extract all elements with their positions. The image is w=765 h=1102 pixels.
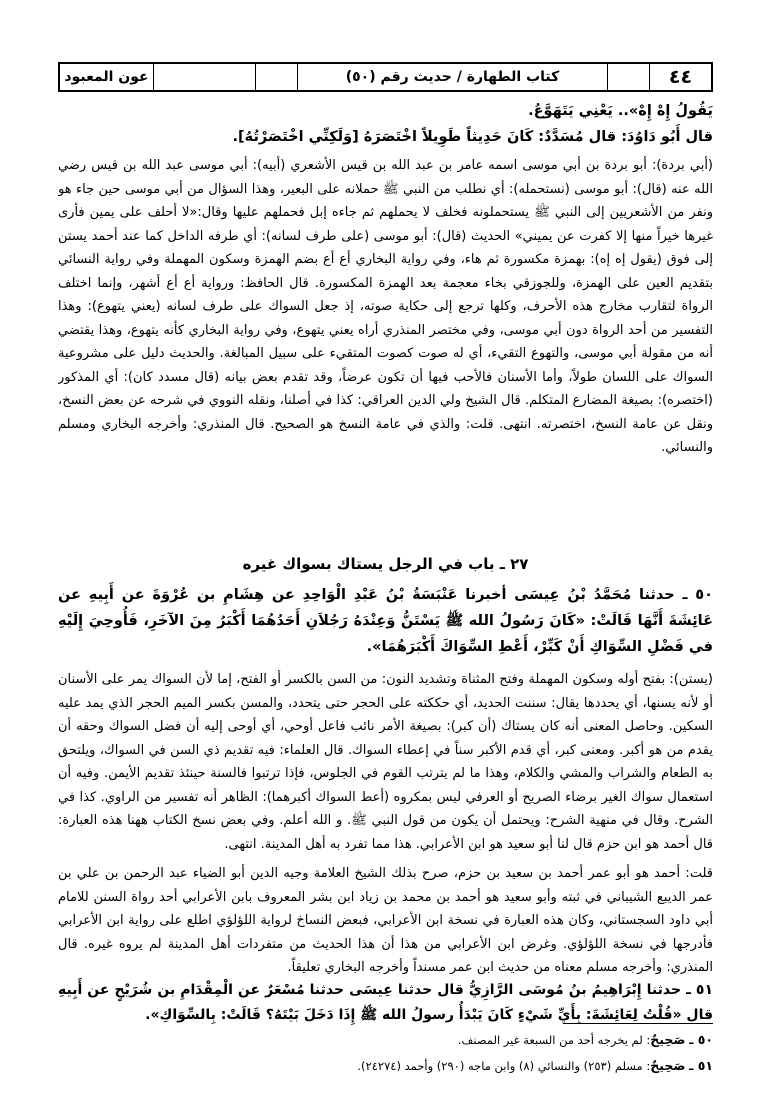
page-number: ٤٤: [649, 64, 711, 90]
header-empty-cell: [153, 64, 255, 90]
footnote-number: ٥١ ـ: [689, 1058, 713, 1073]
header-empty-cell: [607, 64, 649, 90]
book-title: عون المعبود: [64, 69, 149, 85]
footnote-number: ٥٠ ـ: [689, 1032, 713, 1047]
hadith-ending-line: يَقُولُ إِهْ إِهْ».. يَعْنِي يَتَهَوَّعُ.: [528, 103, 713, 119]
header-empty-cell: [255, 64, 297, 90]
commentary-paragraph-1: (أبي بردة): أبو بردة بن أبي موسى اسمه عامر بن عبد الله بن قيس الأشعري (أبيه): أبي موسى عبد الله بن قيس رضي الله عنه (قال): أبو موسى (نستحمله): أي نطلب من النبي ﷺ حملانه على البعير، وهذا السؤال من أبي موسى حين جاء هو ونفر من الأشعريين إلى النبي ﷺ يستحملونه فخلف لا يحملهم ثم جاءه إبل فحملهم عليها وقال:«لا أحلف على يمين فأرى غيرها خيراً منها إلا كفرت عن يميني» الحديث (قال): أبو موسى (على طرف لسانه): أي طرفه الداخل كما عند أحمد يستن إلى فوق (يقول إه إه): بهمزة مكسورة ثم هاء، وفي رواية البخاري أع أع بضم الهمزة وسكون المهملة وفي رواية النسائي بتقديم العين على الهمزة، وللجوزقي بخاء معجمة بعد الهمزة المكسورة. قال الحافظ: ورواية أع أع أشهر، وإنما اختلف الرواة لتقارب مخارج هذه الأحرف، وكلها ترجع إلى حكاية صوته، إذ جعل السواك على طرف لسانه (يعني يتهوع): وهذا التفسير من أحد الرواة دون أبي موسى، وفي مختصر المنذري أراه يعني يتهوع، وفي رواية البخاري كأنه يتهوع، وهذا يقتضي أنه من مقولة أبي موسى، والتهوع التقيء، أي له صوت كصوت المتقيء على سبيل المبالغة. والحديث دليل على مشروعية السواك على اللسان طولاً، وأما الأسنان فالأحب فيها أن تكون عرضاً، وقد تقدم بعض بيانه (قال مسدد كان): أي المذكور (اختصره): بصيغة المضارع المتكلم. قال الشيخ ولي الدين العراقي: كذا في أصلنا، ونقله النووي في شرحه عن بعض النسخ، ونقل عن عامة النسخ، اختصرته. انتهى. قلت: والذي في عامة النسخ هو الصحيح. قال المنذري: وأخرجه البخاري ومسلم والنسائي.: [58, 158, 713, 455]
footnote-grade: صَحِيحٌ: [650, 1058, 686, 1073]
footnote-51: [357, 1058, 713, 1073]
chapter-title: كتاب الطهارة / حديث رقم (٥٠): [297, 64, 607, 90]
footnote-text: : لم يخرجه أحد من السبعة غير المصنف.: [457, 1033, 651, 1047]
footnote-50: [458, 1032, 713, 1047]
commentary-paragraph-2: (يستن): بفتح أوله وسكون المهملة وفتح المثناة وتشديد النون: من السن بالكسر أو الفتح، إما لأن السواك يمر على الأسنان أو لأنه يسنها، أي يحددها يقال: سننت الحديد، أي حككته على الحجر حتى يتحدد، والمسن بكسر الميم الحجر الذي يمد عليه السكين. وحاصل المعنى أنه كان يستاك (أن كبر): بصيغة الأمر نائب فاعل أوحي، أي أوحى إليه أن فضل السواك وحقه أن يقدم من هو أكبر. ومعنى كبر، أي قدم الأكبر سناً في إعطاء السواك. قال العلماء: فيه تقديم ذي السن في السواك، ويلتحق به الطعام والشراب والمشي والكلام، وهذا ما لم يترتب القوم في الجلوس، فإذا ترتبوا فالسنة حينئذ تقديم الأيمن. وفيه أن استعمال سواك الغير برضاء الصريح أو العرفي ليس بمكروه (أعط السواك أكبرهما): الظاهر أنه تفسير من الراوي. كذا في الشرح. وقال في منهية الشرح: ويحتمل أن يكون من قول النبي ﷺ. و الله أعلم. وفي بعض نسخ الكتاب ههنا هذه العبارة: قال أحمد هو ابن حزم قال لنا أبو سعيد هو ابن الأعرابي. هذا مما تفرد به أهل المدينة. انتهى.: [58, 672, 713, 852]
abu-dawud-note: قال أَبُو دَاوُدَ: قال مُسَدَّدٌ: كَانَ حَدِيثاً طَوِيلاً اخْتَصَرَهُ [وَلَكِنِّي اخْتَصَرْتُهُ].: [232, 129, 713, 145]
hadith-50: ٥٠ ـ حدثنا مُحَمَّدُ بْنُ عِيسَى أخبرنا عَنْبَسَةُ بْنُ عَبْدِ الْوَاحِدِ عن هِشَامِ بن عُرْوَةَ عن أَبِيهِ عن عَائِشَةَ أَنَّهَا قَالَتْ: «كَانَ رَسُولُ الله ﷺ يَسْتَنُّ وَعِنْدَهُ رَجُلاَنِ أَحَدُهُمَا أَكْبَرُ مِنَ الآخَرِ، فَأُوحِيَ إِلَيْهِ في فَضْلِ السِّوَاكِ أَنْ كَبِّرْ، أَعْطِ السِّوَاكَ أَكْبَرَهُمَا».: [58, 587, 713, 655]
chapter-heading: ٢٧ ـ باب في الرجل يستاك بسواك غيره: [242, 555, 529, 573]
page-header: [58, 62, 713, 92]
hadith-51: ٥١ ـ حدثنا إِبْرَاهِيمُ بنُ مُوسَى الرَّازِيُّ قال حدثنا عِيسَى حدثنا مُسْعَرٌ عن الْمِقْدَامِ بن شُرَيْحٍ عن أَبِيهِ قال «قُلْتُ لِعَائِشَةَ: بِأَيِّ شَيْءٍ كَانَ يَبْدَأُ رسولُ الله ﷺ إِذَا دَخَلَ بَيْتَهُ؟ قَالَتْ: بِالسِّوَاكِ».: [58, 982, 713, 1023]
commentary-paragraph-3: قلت: أحمد هو أبو عمر أحمد بن سعيد بن حزم، صرح بذلك الشيخ العلامة وجيه الدين أبو الضياء عبد الرحمن بن علي بن عمر الديبع الشيباني في ثبته وأبو سعيد هو أحمد بن محمد بن زياد ابن بشر المعروف بابن الأعرابي أحد رواة السنن للامام أبي داود السجستاني، وكان هذه العبارة في نسخة ابن الأعرابي، فبعض النساخ لرواية اللؤلؤي اطلع على رواية ابن الأعرابي فأدرجها في نسخة اللؤلؤي. وغرض ابن الأعرابي من هذا أن هذا الحديث من متفردات أهل المدينة لم يروه غيره. قال المنذري: وأخرجه مسلم معناه من حديث ابن عمر مسنداً وأخرجه البخاري تعليقاً.: [58, 866, 713, 975]
footnote-divider: [563, 1023, 713, 1024]
footnote-text: : مسلم (٢٥٣) والنسائي (٨) وابن ماجه (٢٩٠) وأحمد (٢٤٢٧٤).: [357, 1059, 651, 1073]
footnote-grade: صَحِيحٌ: [650, 1032, 686, 1047]
